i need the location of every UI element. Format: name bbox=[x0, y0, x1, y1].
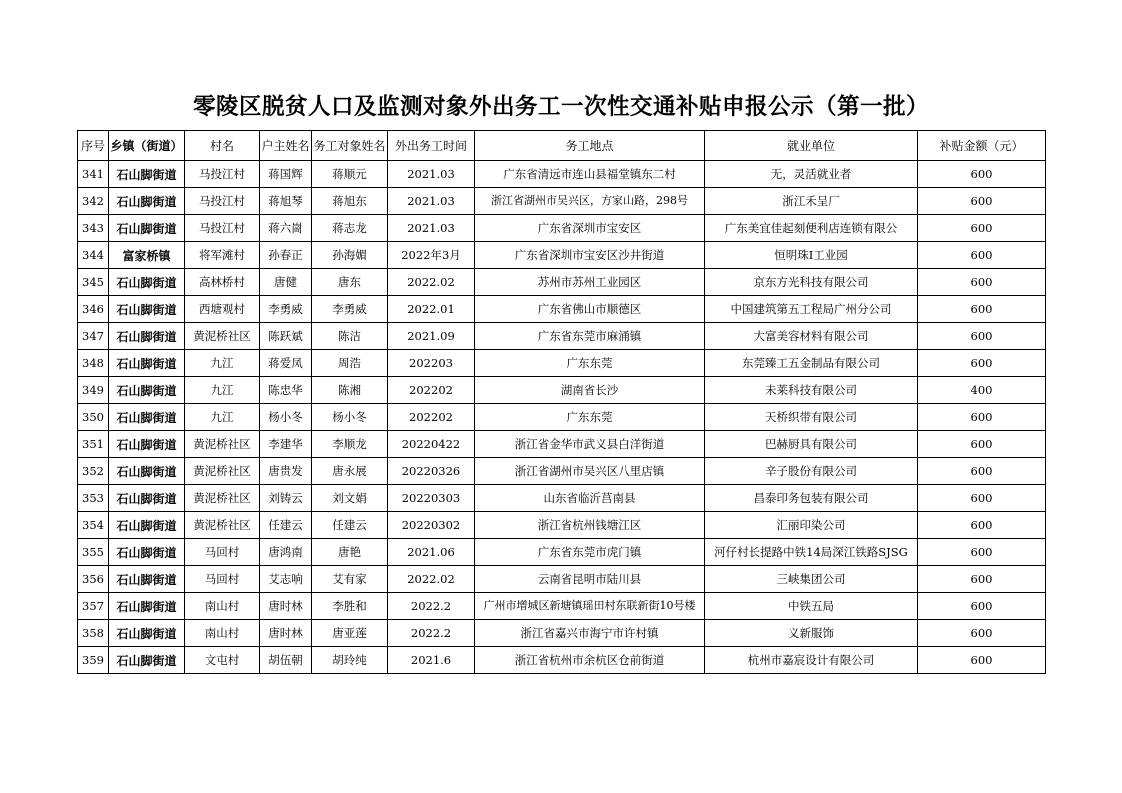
cell-subsidy: 600 bbox=[918, 593, 1046, 620]
cell-employer: 三峡集团公司 bbox=[705, 566, 918, 593]
cell-town: 富家桥镇 bbox=[109, 242, 185, 269]
cell-employer: 辛子股份有限公司 bbox=[705, 458, 918, 485]
header-town: 乡镇（街道） bbox=[109, 131, 185, 161]
header-householder: 户主姓名 bbox=[260, 131, 312, 161]
cell-employer: 未莱科技有限公司 bbox=[705, 377, 918, 404]
table-row bbox=[78, 161, 1046, 188]
cell-town: 石山脚街道 bbox=[109, 296, 185, 323]
header-worker: 务工对象姓名 bbox=[312, 131, 388, 161]
cell-worker: 蒋旭东 bbox=[312, 188, 388, 215]
cell-departure-time: 202202 bbox=[388, 377, 475, 404]
cell-subsidy: 600 bbox=[918, 188, 1046, 215]
cell-village: 黄泥桥社区 bbox=[185, 458, 260, 485]
cell-index: 355 bbox=[78, 539, 109, 566]
cell-village: 九江 bbox=[185, 377, 260, 404]
cell-employer: 天桥织带有限公司 bbox=[705, 404, 918, 431]
cell-town: 石山脚街道 bbox=[109, 512, 185, 539]
table-row bbox=[78, 242, 1046, 269]
cell-worker: 唐东 bbox=[312, 269, 388, 296]
cell-town: 石山脚街道 bbox=[109, 485, 185, 512]
cell-village: 黄泥桥社区 bbox=[185, 512, 260, 539]
cell-subsidy: 600 bbox=[918, 350, 1046, 377]
header-departure-time: 外出务工时间 bbox=[388, 131, 475, 161]
cell-employer: 浙江禾呈厂 bbox=[705, 188, 918, 215]
cell-village: 马回村 bbox=[185, 566, 260, 593]
cell-subsidy: 600 bbox=[918, 215, 1046, 242]
cell-work-location: 浙江省湖州市吴兴区八里店镇 bbox=[475, 458, 705, 485]
cell-householder: 李建华 bbox=[260, 431, 312, 458]
cell-work-location: 广东省东莞市麻涌镇 bbox=[475, 323, 705, 350]
table-row bbox=[78, 215, 1046, 242]
cell-departure-time: 20220302 bbox=[388, 512, 475, 539]
cell-subsidy: 600 bbox=[918, 485, 1046, 512]
table-row bbox=[78, 377, 1046, 404]
cell-work-location: 广东省东莞市虎门镇 bbox=[475, 539, 705, 566]
table-row bbox=[78, 458, 1046, 485]
cell-work-location: 云南省昆明市陆川县 bbox=[475, 566, 705, 593]
header-index: 序号 bbox=[78, 131, 109, 161]
cell-village: 将军滩村 bbox=[185, 242, 260, 269]
cell-town: 石山脚街道 bbox=[109, 431, 185, 458]
cell-village: 南山村 bbox=[185, 620, 260, 647]
cell-town: 石山脚街道 bbox=[109, 215, 185, 242]
cell-departure-time: 2022.2 bbox=[388, 593, 475, 620]
cell-subsidy: 600 bbox=[918, 566, 1046, 593]
cell-work-location: 山东省临沂莒南县 bbox=[475, 485, 705, 512]
cell-work-location: 浙江省金华市武义县白洋街道 bbox=[475, 431, 705, 458]
cell-departure-time: 20220326 bbox=[388, 458, 475, 485]
cell-index: 356 bbox=[78, 566, 109, 593]
cell-index: 341 bbox=[78, 161, 109, 188]
cell-worker: 陈洁 bbox=[312, 323, 388, 350]
table-row bbox=[78, 296, 1046, 323]
cell-householder: 任建云 bbox=[260, 512, 312, 539]
cell-subsidy: 600 bbox=[918, 404, 1046, 431]
cell-subsidy: 600 bbox=[918, 269, 1046, 296]
table-row bbox=[78, 404, 1046, 431]
cell-householder: 孙春正 bbox=[260, 242, 312, 269]
cell-town: 石山脚街道 bbox=[109, 350, 185, 377]
page-title: 零陵区脱贫人口及监测对象外出务工一次性交通补贴申报公示（第一批） bbox=[192, 94, 929, 120]
cell-worker: 蒋顺元 bbox=[312, 161, 388, 188]
cell-departure-time: 2021.06 bbox=[388, 539, 475, 566]
cell-town: 石山脚街道 bbox=[109, 620, 185, 647]
cell-employer: 中铁五局 bbox=[705, 593, 918, 620]
cell-departure-time: 2022年3月 bbox=[388, 242, 475, 269]
cell-village: 南山村 bbox=[185, 593, 260, 620]
cell-subsidy: 600 bbox=[918, 296, 1046, 323]
cell-town: 石山脚街道 bbox=[109, 458, 185, 485]
cell-village: 九江 bbox=[185, 404, 260, 431]
cell-town: 石山脚街道 bbox=[109, 377, 185, 404]
subsidy-table bbox=[77, 130, 1046, 674]
cell-work-location: 苏州市苏州工业园区 bbox=[475, 269, 705, 296]
cell-village: 马投江村 bbox=[185, 188, 260, 215]
cell-departure-time: 2022.01 bbox=[388, 296, 475, 323]
cell-employer: 巴赫厨具有限公司 bbox=[705, 431, 918, 458]
cell-employer: 杭州市嘉宸设计有限公司 bbox=[705, 647, 918, 674]
cell-index: 342 bbox=[78, 188, 109, 215]
cell-town: 石山脚街道 bbox=[109, 566, 185, 593]
cell-departure-time: 2021.09 bbox=[388, 323, 475, 350]
cell-town: 石山脚街道 bbox=[109, 647, 185, 674]
cell-village: 马投江村 bbox=[185, 161, 260, 188]
cell-work-location: 广东省深圳市宝安区沙井街道 bbox=[475, 242, 705, 269]
cell-work-location: 广东省佛山市顺德区 bbox=[475, 296, 705, 323]
cell-town: 石山脚街道 bbox=[109, 161, 185, 188]
cell-worker: 陈湘 bbox=[312, 377, 388, 404]
header-village: 村名 bbox=[185, 131, 260, 161]
cell-departure-time: 2022.02 bbox=[388, 566, 475, 593]
cell-index: 347 bbox=[78, 323, 109, 350]
cell-town: 石山脚街道 bbox=[109, 404, 185, 431]
cell-departure-time: 2021.6 bbox=[388, 647, 475, 674]
cell-worker: 任建云 bbox=[312, 512, 388, 539]
table-row bbox=[78, 431, 1046, 458]
cell-worker: 李顺龙 bbox=[312, 431, 388, 458]
cell-worker: 唐艳 bbox=[312, 539, 388, 566]
cell-village: 黄泥桥社区 bbox=[185, 485, 260, 512]
cell-index: 348 bbox=[78, 350, 109, 377]
cell-index: 345 bbox=[78, 269, 109, 296]
cell-subsidy: 600 bbox=[918, 647, 1046, 674]
cell-householder: 艾志响 bbox=[260, 566, 312, 593]
cell-index: 346 bbox=[78, 296, 109, 323]
cell-departure-time: 20220422 bbox=[388, 431, 475, 458]
cell-subsidy: 600 bbox=[918, 242, 1046, 269]
table-row bbox=[78, 593, 1046, 620]
cell-householder: 唐鸿南 bbox=[260, 539, 312, 566]
header-subsidy: 补贴金额（元） bbox=[918, 131, 1046, 161]
cell-departure-time: 2021.03 bbox=[388, 188, 475, 215]
cell-householder: 陈跃斌 bbox=[260, 323, 312, 350]
cell-householder: 刘铸云 bbox=[260, 485, 312, 512]
cell-village: 高林桥村 bbox=[185, 269, 260, 296]
table-row bbox=[78, 620, 1046, 647]
cell-departure-time: 202202 bbox=[388, 404, 475, 431]
cell-departure-time: 202203 bbox=[388, 350, 475, 377]
cell-work-location: 广东省清远市连山县福堂镇东二村 bbox=[475, 161, 705, 188]
cell-village: 九江 bbox=[185, 350, 260, 377]
cell-householder: 蒋旭琴 bbox=[260, 188, 312, 215]
cell-employer: 广东美宜佳起刻便利店连锁有限公 bbox=[705, 215, 918, 242]
cell-village: 文屯村 bbox=[185, 647, 260, 674]
table-row bbox=[78, 647, 1046, 674]
cell-departure-time: 2021.03 bbox=[388, 215, 475, 242]
cell-worker: 蒋志龙 bbox=[312, 215, 388, 242]
cell-index: 350 bbox=[78, 404, 109, 431]
cell-village: 黄泥桥社区 bbox=[185, 431, 260, 458]
cell-employer: 中国建筑第五工程局广州分公司 bbox=[705, 296, 918, 323]
cell-subsidy: 600 bbox=[918, 161, 1046, 188]
table-row bbox=[78, 512, 1046, 539]
cell-index: 349 bbox=[78, 377, 109, 404]
cell-subsidy: 600 bbox=[918, 620, 1046, 647]
cell-departure-time: 20220303 bbox=[388, 485, 475, 512]
cell-worker: 李胜和 bbox=[312, 593, 388, 620]
table-row bbox=[78, 566, 1046, 593]
cell-subsidy: 600 bbox=[918, 431, 1046, 458]
table-header-row bbox=[78, 131, 1046, 161]
cell-work-location: 广东省深圳市宝安区 bbox=[475, 215, 705, 242]
table-row bbox=[78, 485, 1046, 512]
cell-index: 357 bbox=[78, 593, 109, 620]
cell-employer: 河仔村长提路中铁14局深江铁路SJSG bbox=[705, 539, 918, 566]
cell-subsidy: 400 bbox=[918, 377, 1046, 404]
table-row bbox=[78, 188, 1046, 215]
cell-employer: 昌泰印务包装有限公司 bbox=[705, 485, 918, 512]
cell-worker: 刘文娟 bbox=[312, 485, 388, 512]
cell-town: 石山脚街道 bbox=[109, 593, 185, 620]
cell-householder: 唐时林 bbox=[260, 620, 312, 647]
cell-village: 黄泥桥社区 bbox=[185, 323, 260, 350]
cell-work-location: 广东东莞 bbox=[475, 350, 705, 377]
cell-index: 359 bbox=[78, 647, 109, 674]
cell-householder: 杨小冬 bbox=[260, 404, 312, 431]
cell-employer: 京东方光科技有限公司 bbox=[705, 269, 918, 296]
cell-worker: 周浩 bbox=[312, 350, 388, 377]
cell-work-location: 浙江省杭州市余杭区仓前街道 bbox=[475, 647, 705, 674]
cell-village: 西塘观村 bbox=[185, 296, 260, 323]
cell-work-location: 广州市增城区新塘镇瑶田村东联新街10号楼 bbox=[475, 593, 705, 620]
cell-householder: 李勇威 bbox=[260, 296, 312, 323]
cell-work-location: 湖南省长沙 bbox=[475, 377, 705, 404]
cell-householder: 蒋国辉 bbox=[260, 161, 312, 188]
table-row bbox=[78, 269, 1046, 296]
cell-householder: 胡伍朝 bbox=[260, 647, 312, 674]
cell-householder: 唐时林 bbox=[260, 593, 312, 620]
cell-subsidy: 600 bbox=[918, 458, 1046, 485]
header-employer: 就业单位 bbox=[705, 131, 918, 161]
cell-index: 353 bbox=[78, 485, 109, 512]
cell-index: 344 bbox=[78, 242, 109, 269]
cell-householder: 唐健 bbox=[260, 269, 312, 296]
table-row bbox=[78, 539, 1046, 566]
cell-subsidy: 600 bbox=[918, 539, 1046, 566]
cell-worker: 胡玲纯 bbox=[312, 647, 388, 674]
cell-index: 352 bbox=[78, 458, 109, 485]
cell-departure-time: 2021.03 bbox=[388, 161, 475, 188]
cell-departure-time: 2022.02 bbox=[388, 269, 475, 296]
cell-employer: 汇丽印染公司 bbox=[705, 512, 918, 539]
cell-work-location: 浙江省嘉兴市海宁市许村镇 bbox=[475, 620, 705, 647]
cell-village: 马投江村 bbox=[185, 215, 260, 242]
cell-worker: 唐永展 bbox=[312, 458, 388, 485]
cell-subsidy: 600 bbox=[918, 323, 1046, 350]
cell-subsidy: 600 bbox=[918, 512, 1046, 539]
cell-employer: 大富美容材料有限公司 bbox=[705, 323, 918, 350]
cell-worker: 杨小冬 bbox=[312, 404, 388, 431]
cell-worker: 孙海媚 bbox=[312, 242, 388, 269]
cell-householder: 唐贵发 bbox=[260, 458, 312, 485]
cell-index: 343 bbox=[78, 215, 109, 242]
cell-householder: 陈忠华 bbox=[260, 377, 312, 404]
cell-town: 石山脚街道 bbox=[109, 269, 185, 296]
cell-town: 石山脚街道 bbox=[109, 188, 185, 215]
cell-employer: 义新服饰 bbox=[705, 620, 918, 647]
cell-employer: 恒明珠I工业园 bbox=[705, 242, 918, 269]
table-row bbox=[78, 323, 1046, 350]
cell-index: 354 bbox=[78, 512, 109, 539]
cell-employer: 东莞臻工五金制品有限公司 bbox=[705, 350, 918, 377]
cell-employer: 无，灵活就业者 bbox=[705, 161, 918, 188]
cell-departure-time: 2022.2 bbox=[388, 620, 475, 647]
cell-worker: 唐亚莲 bbox=[312, 620, 388, 647]
cell-householder: 蒋爱凤 bbox=[260, 350, 312, 377]
cell-worker: 艾有家 bbox=[312, 566, 388, 593]
cell-work-location: 浙江省湖州市吴兴区，方家山路，298号 bbox=[475, 188, 705, 215]
header-work-location: 务工地点 bbox=[475, 131, 705, 161]
cell-work-location: 浙江省杭州钱塘江区 bbox=[475, 512, 705, 539]
cell-index: 351 bbox=[78, 431, 109, 458]
cell-town: 石山脚街道 bbox=[109, 539, 185, 566]
cell-worker: 李勇威 bbox=[312, 296, 388, 323]
cell-index: 358 bbox=[78, 620, 109, 647]
cell-village: 马回村 bbox=[185, 539, 260, 566]
cell-householder: 蒋六崗 bbox=[260, 215, 312, 242]
table-row bbox=[78, 350, 1046, 377]
cell-town: 石山脚街道 bbox=[109, 323, 185, 350]
cell-work-location: 广东东莞 bbox=[475, 404, 705, 431]
